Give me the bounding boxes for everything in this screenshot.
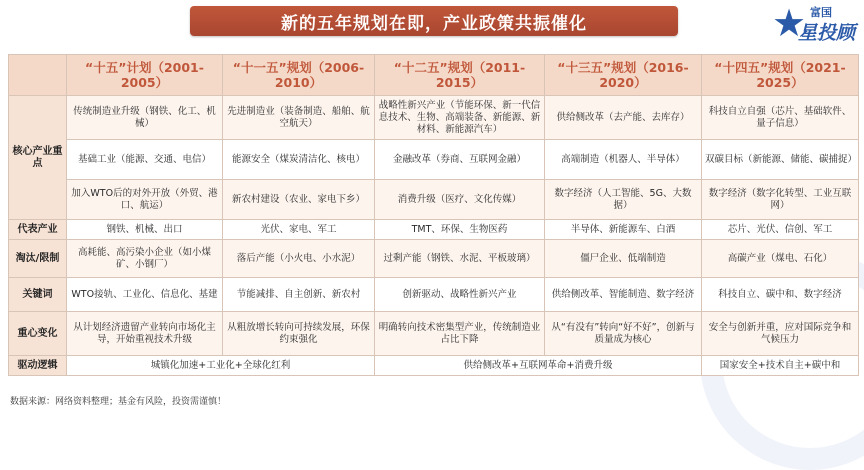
table-cell: 从“有没有”转向“好不好”，创新与质量成为核心 [545, 312, 702, 356]
table-cell: 供给侧改革（去产能、去库存） [545, 96, 702, 140]
table-cell: 金融改革（券商、互联网金融） [375, 140, 545, 180]
table-cell: 创新驱动、战略性新兴产业 [375, 278, 545, 312]
row-label: 代表产业 [9, 220, 67, 240]
column-header: “十二五”规划（2011-2015） [375, 55, 545, 96]
source-note: 数据来源：网络资料整理；基金有风险，投资需谨慎！ [10, 397, 227, 407]
table-cell: 高耗能、高污染小企业（如小煤矿、小钢厂） [67, 240, 223, 278]
table-cell: 高端制造（机器人、半导体） [545, 140, 702, 180]
table-cell: 能源安全（煤炭清洁化、核电） [223, 140, 375, 180]
table-cell: 明确转向技术密集型产业，传统制造业占比下降 [375, 312, 545, 356]
page-title-banner [190, 6, 678, 36]
table-cell: 新农村建设（农业、家电下乡） [223, 180, 375, 220]
table-cell: 双碳目标（新能源、储能、碳捕捉） [702, 140, 859, 180]
column-header: “十五”计划（2001-2005） [67, 55, 223, 96]
row-label: 驱动逻辑 [9, 356, 67, 376]
table-cell: 钢铁、机械、出口 [67, 220, 223, 240]
table-cell: 从计划经济遗留产业转向市场化主导，开始重视技术升级 [67, 312, 223, 356]
table-cell: 科技自立自强（芯片、基础软件、量子信息） [702, 96, 859, 140]
table-row [9, 180, 859, 220]
table-row [9, 356, 859, 376]
column-header: “十四五”规划（2021-2025） [702, 55, 859, 96]
star-icon: ★ [772, 1, 807, 45]
table-row [9, 220, 859, 240]
logo-top-text: 富国 [810, 6, 832, 19]
table-cell: 国家安全+技术自主+碳中和 [702, 356, 859, 376]
table-corner-cell [9, 55, 67, 96]
table-cell: 落后产能（小火电、小水泥） [223, 240, 375, 278]
row-label: 核心产业重点 [9, 96, 67, 220]
table-cell: 过剩产能（钢铁、水泥、平板玻璃） [375, 240, 545, 278]
table-cell: 加入WTO后的对外开放（外贸、港口、航运） [67, 180, 223, 220]
table-cell: 高碳产业（煤电、石化） [702, 240, 859, 278]
table-row [9, 312, 859, 356]
table-cell: 消费升级（医疗、文化传媒） [375, 180, 545, 220]
table-cell: 城镇化加速+工业化+全球化红利 [67, 356, 375, 376]
table-header-row [9, 55, 859, 96]
column-header: “十一五”规划（2006-2010） [223, 55, 375, 96]
table-cell: 科技自立、碳中和、数字经济 [702, 278, 859, 312]
table-cell: 基础工业（能源、交通、电信） [67, 140, 223, 180]
table-row [9, 140, 859, 180]
table-cell: 供给侧改革+互联网革命+消费升级 [375, 356, 702, 376]
policy-comparison-table [8, 54, 859, 376]
table-cell: 数字经济（数字化转型、工业互联网） [702, 180, 859, 220]
column-header: “十三五”规划（2016-2020） [545, 55, 702, 96]
table-row [9, 96, 859, 140]
row-label: 淘汰/限制 [9, 240, 67, 278]
brand-logo [772, 2, 862, 46]
table-cell: TMT、环保、生物医药 [375, 220, 545, 240]
table-cell: 从粗放增长转向可持续发展，环保约束强化 [223, 312, 375, 356]
page-title: 新的五年规划在即，产业政策共振催化 [281, 13, 587, 34]
table-cell: 先进制造业（装备制造、船舶、航空航天） [223, 96, 375, 140]
table-cell: 半导体、新能源车、白酒 [545, 220, 702, 240]
table-cell: WTO接轨、工业化、信息化、基建 [67, 278, 223, 312]
table-cell: 芯片、光伏、信创、军工 [702, 220, 859, 240]
logo-main-text: 星投顾 [798, 22, 856, 44]
table-cell: 安全与创新并重，应对国际竞争和气候压力 [702, 312, 859, 356]
table-cell: 传统制造业升级（钢铁、化工、机械） [67, 96, 223, 140]
row-label: 关键词 [9, 278, 67, 312]
row-label: 重心变化 [9, 312, 67, 356]
table-cell: 僵尸企业、低端制造 [545, 240, 702, 278]
table-row [9, 240, 859, 278]
table-cell: 数字经济（人工智能、5G、大数据） [545, 180, 702, 220]
table-cell: 光伏、家电、军工 [223, 220, 375, 240]
table-cell: 供给侧改革、智能制造、数字经济 [545, 278, 702, 312]
table-cell: 战略性新兴产业（节能环保、新一代信息技术、生物、高端装备、新能源、新材料、新能源汽车） [375, 96, 545, 140]
table-row [9, 278, 859, 312]
table-cell: 节能减排、自主创新、新农村 [223, 278, 375, 312]
